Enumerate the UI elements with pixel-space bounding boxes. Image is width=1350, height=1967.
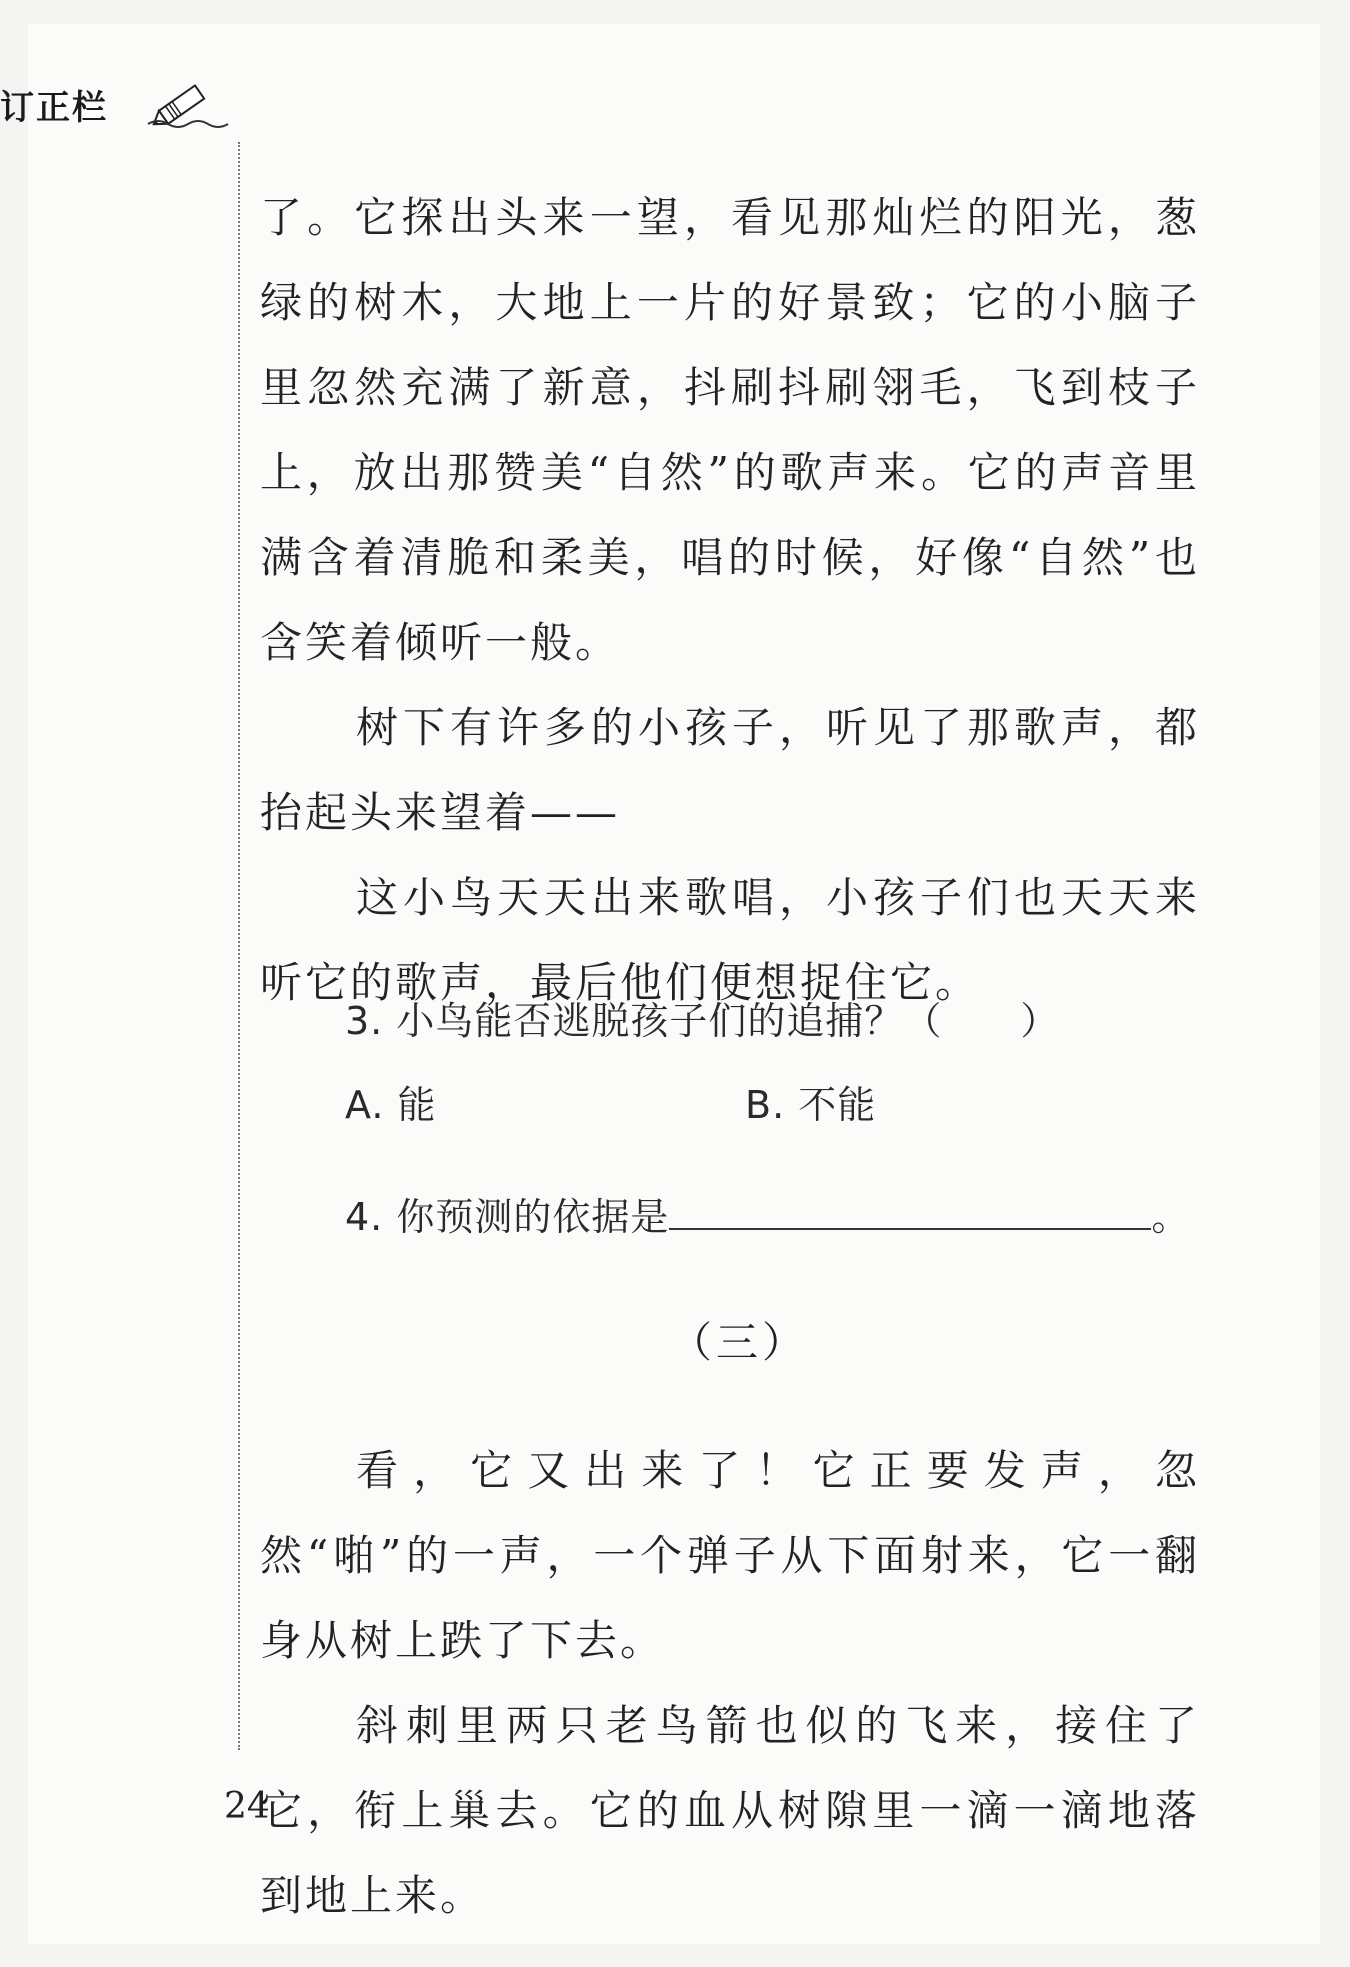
page-number: 24 [224,1786,270,1827]
section-title: （三） [670,1318,809,1367]
option-a[interactable]: A. 能 [345,1083,437,1127]
question-3[interactable]: 3. 小鸟能否逃脱孩子们的追捕？（ ） [345,999,1060,1043]
passage-paragraph: 斜刺里两只老鸟箭也似的飞来，接住了它，衔上巢去。它的血从树隙里一滴一滴地落到地上来。 [260,1701,1200,1920]
answer-blank[interactable] [669,1198,1151,1230]
passage-part-3 [260,1428,1200,1938]
question-4-end: 。 [1151,1195,1191,1239]
passage-paragraph: 看，它又出来了！它正要发声，忽然“啪”的一声，一个弹子从下面射来，它一翻身从树上跌了下去。 [260,1446,1200,1665]
correction-column-header [0,74,240,134]
passage-part-2 [260,175,1200,1025]
passage-paragraph: 了。它探出头来一望，看见那灿烂的阳光，葱绿的树木，大地上一片的好景致；它的小脑子里忽然充满了新意，抖刷抖刷翎毛，飞到枝子上，放出那赞美“自然”的歌声来。它的声音里满含着清脆和柔美，唱的时候，好像“自然”也含笑着倾听一般。 [260,193,1200,667]
question-4 [345,1186,1190,1241]
option-b[interactable]: B. 不能 [745,1083,877,1127]
passage-paragraph: 树下有许多的小孩子，听见了那歌声，都抬起头来望着—— [260,703,1200,837]
pencil-icon [146,74,236,134]
margin-divider [238,142,240,1750]
question-4-text: 4. 你预测的依据是 [345,1195,670,1239]
passage-paragraph: 这小鸟天天出来歌唱，小孩子们也天天来听它的歌声，最后他们便想捉住它。 [260,873,1200,1007]
correction-column-label: 订正栏 [0,88,108,128]
